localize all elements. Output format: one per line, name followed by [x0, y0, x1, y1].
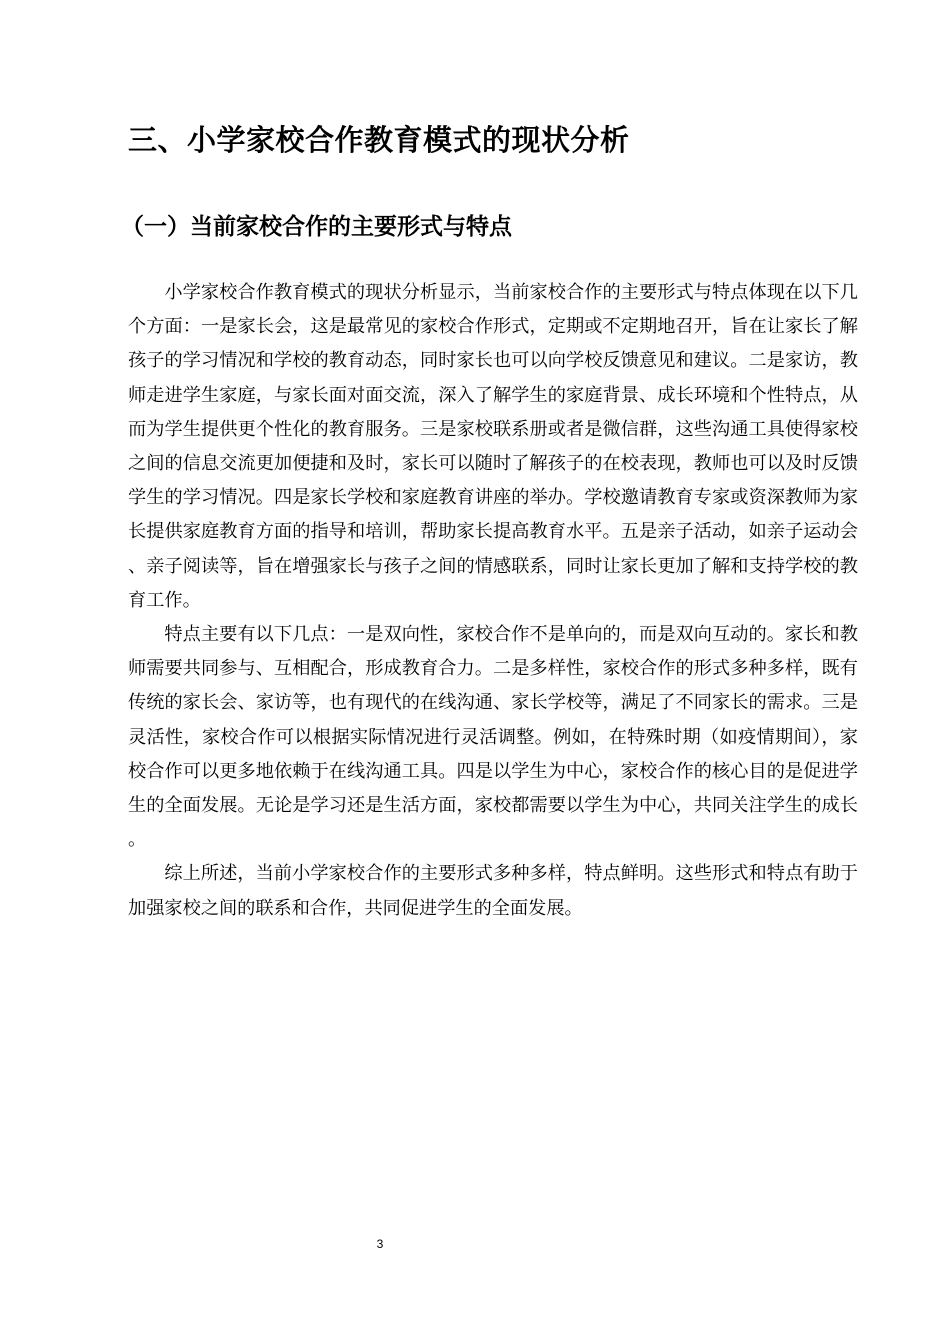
- paragraph-summary: 综上所述，当前小学家校合作的主要形式多种多样，特点鲜明。这些形式和特点有助于加强家校之间的联系和合作，共同促进学生的全面发展。: [128, 863, 858, 919]
- paragraph-features: 特点主要有以下几点：一是双向性，家校合作不是单向的，而是双向互动的。家长和教师需要共同参与、互相配合，形成教育合力。二是多样性，家校合作的形式多种多样，既有传统的家长会、家访等，也有现代的在线沟通、家长学校等，满足了不同家长的需求。三是灵活性，家校合作可以根据实际情况进行灵活调整。例如，在特殊时期（如疫情期间），家校合作可以更多地依赖于在线沟通工具。四是以学生为中心，家校合作的核心目的是促进学生的全面发展。无论是学习还是生活方面，家校都需要以学生为中心，共同关注学生的成长。: [128, 624, 858, 851]
- paragraph-forms: 小学家校合作教育模式的现状分析显示，当前家校合作的主要形式与特点体现在以下几个方面：一是家长会，这是最常见的家校合作形式，定期或不定期地召开，旨在让家长了解孩子的学习情况和学校的教育动态，同时家长也可以向学校反馈意见和建议。二是家访，教师走进学生家庭，与家长面对面交流，深入了解学生的家庭背景、成长环境和个性特点，从而为学生提供更个性化的教育服务。三是家校联系册或者是微信群，这些沟通工具使得家校之间的信息交流更加便捷和及时，家长可以随时了解孩子的在校表现，教师也可以及时反馈学生的学习情况。四是家长学校和家庭教育讲座的举办。学校邀请教育专家或资深教师为家长提供家庭教育方面的指导和培训，帮助家长提高教育水平。五是亲子活动，如亲子运动会、亲子阅读等，旨在增强家长与孩子之间的情感联系，同时让家长更加了解和支持学校的教育工作。: [128, 282, 858, 611]
- section-title: （一）当前家校合作的主要形式与特点: [121, 214, 512, 240]
- page-number: 3: [376, 1237, 384, 1251]
- chapter-title: 三、小学家校合作教育模式的现状分析: [128, 123, 630, 157]
- body-text: [128, 276, 858, 926]
